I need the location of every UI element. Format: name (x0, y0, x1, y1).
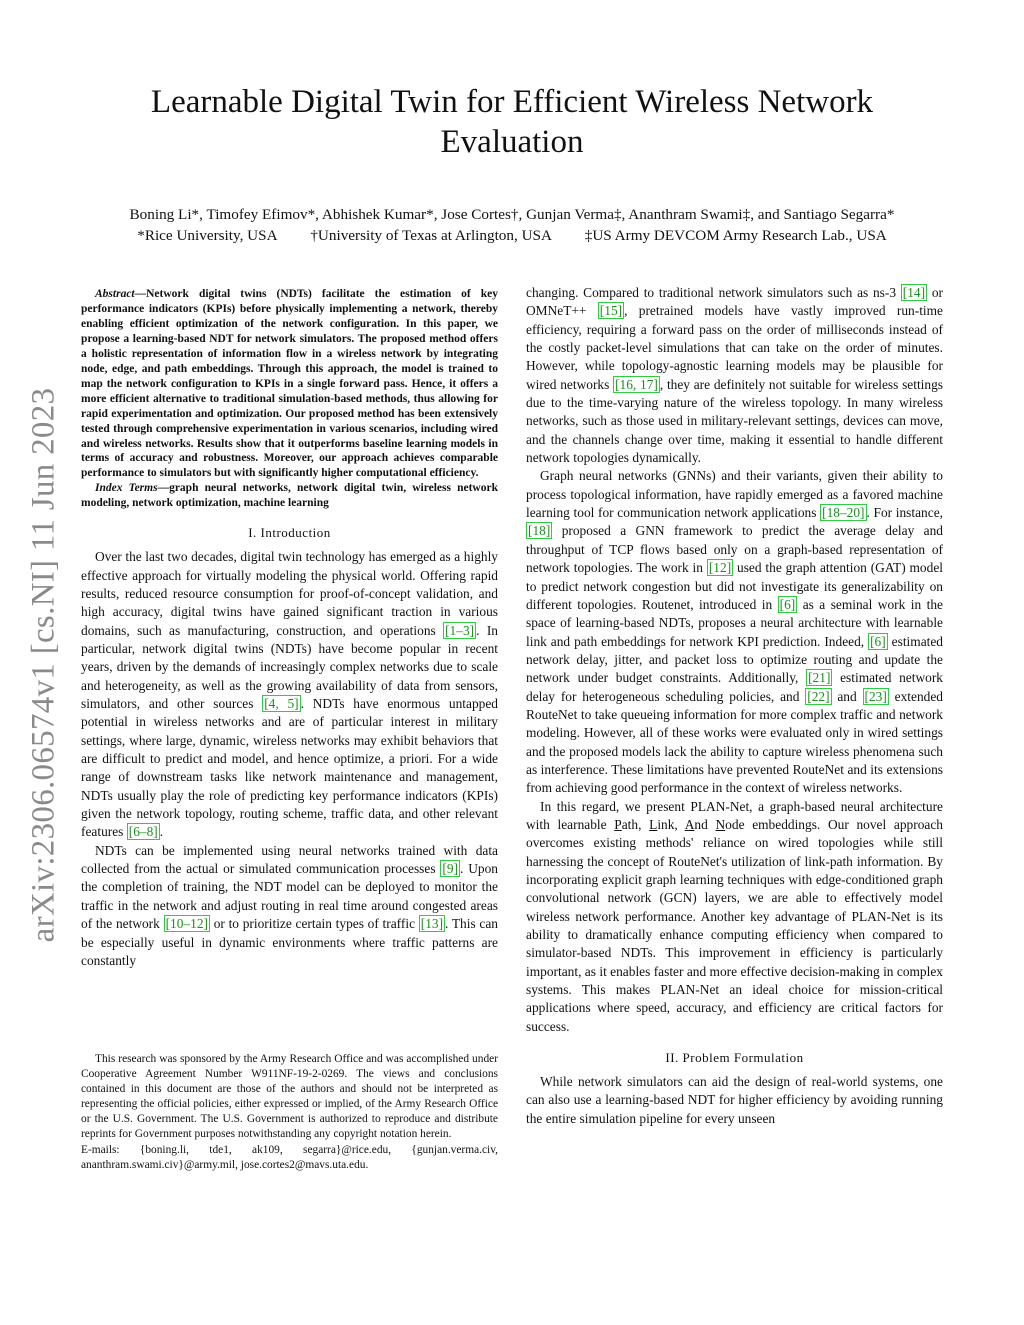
index-terms (81, 481, 498, 511)
intro-paragraph-3: changing. Compared to traditional network simulators such as ns-3 [14] or OMNeT++ [15] , pretrained models have vastly improved run-time efficiency, requiring a forward pass on the order of milliseconds instead of the costly packet-level simulations that can take on the order of minutes. However, while topology-agnostic learning models may be plausible for wired networks [16, 17] , they are definitely not suitable for wireless settings due to the time-varying nature of the wireless topology. In many wireless networks, such as those used in military-relevant settings, devices can move, and the channels change over time, making it essential to handle different network topologies dynamically. (526, 285, 943, 466)
affiliation-arl: ‡US Army DEVCOM Army Research Lab., USA (584, 227, 887, 244)
citation-link[interactable]: [4, 5] (264, 696, 299, 712)
citation-link[interactable]: [16, 17] (615, 376, 658, 392)
intro-paragraph-2: NDTs can be implemented using neural networks trained with data collected from the actual or simulated communication processes [9] . Upon the completion of training, the NDT model can be deployed to monitor the traffic in the network and adjust routing in real time around congested areas of the network [10–12] or to prioritize certain types of traffic [13] . This can be especially useful in dynamic environments where traffic patterns are constantly (81, 842, 498, 968)
citation-link[interactable]: [12] (708, 560, 732, 576)
affiliation-uta: †University of Texas at Arlington, USA (310, 227, 552, 244)
affiliation-rice: *Rice University, USA (137, 227, 277, 244)
citation-link[interactable]: [13] (420, 916, 444, 932)
index-terms-lead: Index Terms (95, 482, 158, 495)
email-note: E-mails: {boning.li, tde1, ak109, segarra}@rice.edu, {gunjan.verma.civ, ananthram.swami.civ}@army.mil, jose.cortes2@mavs.uta.edu. (81, 1143, 498, 1171)
funding-note: This research was sponsored by the Army Research Office and was accomplished under Cooperative Agreement Number W911NF-19-2-0269. The views and conclusions contained in this document are those of the authors and should not be interpreted as representing the official policies, either expressed or implied, of the Army Research Office or the U.S. Government. The U.S. Government is authorized to reproduce and distribute reprints for Government purposes notwithstanding any copyright notation herein. (81, 1053, 498, 1141)
arxiv-sidebar (14, 365, 74, 965)
author-block (60, 204, 964, 246)
section-heading-introduction: I. Introduction (248, 525, 331, 541)
index-terms-text: —graph neural networks, network digital twin, wireless network modeling, network optimization, machine learning (81, 482, 498, 510)
citation-link[interactable]: [18–20] (822, 505, 865, 521)
paper-title: Learnable Digital Twin for Efficient Wireless Network Evaluation (150, 84, 874, 160)
right-column (526, 284, 943, 1128)
abstract (81, 287, 498, 481)
arxiv-identifier: arXiv:2306.06574v1 [cs.NI] 11 Jun 2023 (25, 387, 62, 943)
citation-link[interactable]: [21] (808, 670, 831, 686)
citation-link[interactable]: [1–3] (445, 622, 475, 638)
intro-paragraph-1: Over the last two decades, digital twin technology has emerged as a highly effective approach for virtually modeling the physical world. Offering rapid results, reduced resource consumption for proof-of-concept validation, and high accuracy, digital twins have gained significant traction in various domains, such as manufacturing, construction, and operations [1–3] . In particular, network digital twins (NDTs) have become popular in recent years, driven by the demands of increasingly complex networks due to scale and heterogeneity, as well as the growing availability of data from sensors, simulators, and other sources [4, 5] . NDTs have enormous untapped potential in wireless networks and are of particular interest in military settings, where large, dynamic, wireless networks may exhibit behaviors that are difficult to predict and model, and hence optimize, a priori. For a wide range of downstream tasks like network maintenance and management, NDTs usually play the role of predicting key performance indicators (KPIs) given the network topology, routing scheme, traffic data, and other relevant features [6–8] . (81, 549, 498, 840)
citation-link[interactable]: [10–12] (165, 916, 208, 932)
citation-link[interactable]: [6–8] (128, 824, 158, 840)
affiliations (60, 225, 964, 246)
problem-paragraph-1: While network simulators can aid the design of real-world systems, one can also use a learning-based NDT for higher efficiency by avoiding running the entire simulation pipeline for every unseen (526, 1074, 943, 1126)
citation-link[interactable]: [23] (864, 688, 887, 704)
citation-link[interactable]: [14] (902, 285, 926, 300)
section-heading-problem-formulation: II. Problem Formulation (665, 1050, 804, 1066)
citation-link[interactable]: [22] (807, 688, 830, 704)
footnote (81, 1052, 498, 1173)
citation-link[interactable]: [9] (442, 861, 459, 877)
abstract-text: —Network digital twins (NDTs) facilitate the estimation of key performance indicators (KPIs) before physically implementing a network, thereby enabling efficient optimization of the network configuration. In this paper, we propose a learning-based NDT for network simulators. The proposed method offers a holistic representation of information flow in a wireless network by integrating node, edge, and path embeddings. Through this approach, the model is trained to map the network configuration to KPIs in a single forward pass. Hence, it offers a more efficient alternative to traditional simulation-based methods, thus allowing for rapid experimentation and optimization. Our proposed method has been extensively tested through comprehensive experimentation in various scenarios, including wired and wireless networks. Results show that it outperforms baseline learning models in terms of accuracy and robustness. Moreover, our approach achieves comparable performance to simulators but with significantly higher computational efficiency. (81, 288, 498, 480)
citation-link[interactable]: [18] (528, 523, 551, 539)
author-list: Boning Li*, Timofey Efimov*, Abhishek Kumar*, Jose Cortes†, Gunjan Verma‡, Ananthram Swami‡, and Santiago Segarra* (129, 206, 895, 223)
intro-paragraph-4: Graph neural networks (GNNs) and their variants, given their ability to process topological information, have rapidly emerged as a favored machine learning tool for communication network applications [18–20] . For instance, [18] proposed a GNN framework to predict the average delay and throughput of TCP flows based only on a graph-based representation of network topologies. The work in [12] used the graph attention (GAT) model to predict network congestion but did not investigate its generalizability on different topologies. Routenet, introduced in [6] as a seminal work in the space of learning-based NDTs, proposes a neural architecture with learnable link and path embeddings for network KPI prediction. Indeed, [6] estimated network delay, jitter, and packet loss to optimize routing and update the network under budget constraints. Additionally, [21] estimated network delay for heterogeneous scheduling policies, and [22] and [23] extended RouteNet to take queueing information for more complex traffic and network modeling. However, all of these works were evaluated only in wired settings and the proposed models lack the ability to capture wireless phenomena such as interference. These limitations have prevented RouteNet and its extensions from achieving good performance in the context of wireless networks. (526, 468, 943, 796)
citation-link[interactable]: [15] (599, 303, 623, 319)
citation-link[interactable]: [6] (779, 596, 796, 612)
left-column (81, 287, 498, 970)
intro-paragraph-5: In this regard, we present PLAN-Net, a graph-based neural architecture with learnable Path, Link, And Node embeddings. Our novel approach overcomes existing methods' reliance on wired topologies while still harnessing the concept of RouteNet's utilization of link-path information. By incorporating explicit graph learning techniques with edge-conditioned graph convolutional network (GCN) layers, we are able to effectively model wireless network performance. Another key advantage of PLAN-Net is its ability to dramatically enhance computing efficiency when compared to simulator-based NDTs. This improvement in efficiency is particularly important, as it enables faster and more effective decision-making in complex systems. This makes PLAN-Net an ideal choice for mission-critical applications where speed, accuracy, and efficiency are critical factors for success. (526, 798, 943, 1034)
abstract-lead: Abstract (95, 288, 135, 300)
citation-link[interactable]: [6] (870, 633, 886, 649)
